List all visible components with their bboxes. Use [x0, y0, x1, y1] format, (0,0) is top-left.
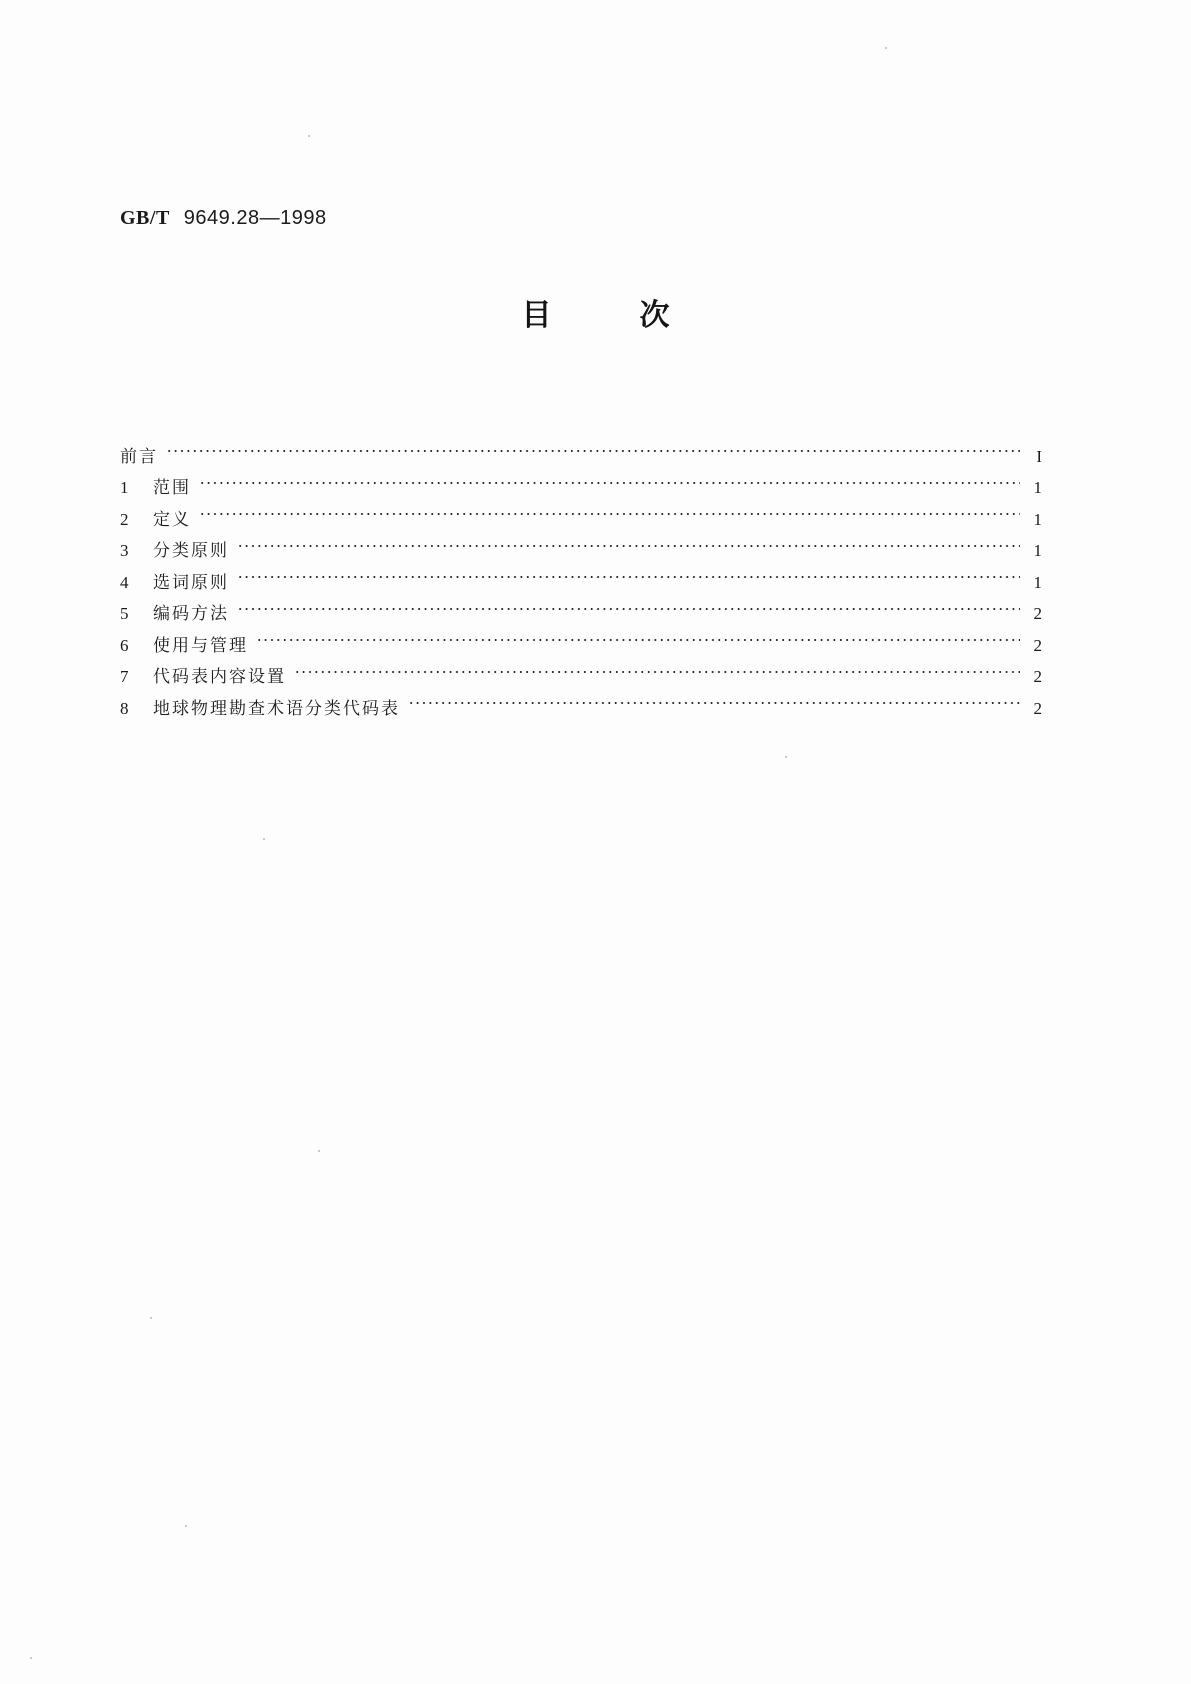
scan-speck — [308, 135, 310, 137]
toc-entry-number: 8 — [120, 698, 129, 718]
table-of-contents — [120, 430, 1042, 719]
dot-leader — [235, 525, 1024, 557]
toc-entry-page: 2 — [1033, 667, 1042, 686]
dot-leader — [197, 462, 1024, 494]
toc-entry-code-table-content[interactable] — [120, 651, 1042, 687]
toc-entry-title: 选词原则 — [153, 572, 229, 593]
scan-speck — [185, 1525, 187, 1527]
dot-leader — [292, 651, 1024, 683]
toc-entry-title: 范围 — [153, 478, 191, 498]
toc-entry-title: 使用与管理 — [153, 635, 248, 656]
toc-entry-use-and-management[interactable] — [120, 619, 1042, 656]
dot-leader — [406, 682, 1024, 714]
toc-entry-scope[interactable] — [120, 462, 1042, 498]
scan-speck — [30, 1657, 32, 1659]
scan-speck — [263, 838, 265, 840]
toc-entry-page: 1 — [1033, 478, 1042, 497]
toc-entry-definitions[interactable] — [120, 493, 1042, 530]
toc-entry-page: 1 — [1033, 509, 1042, 529]
standard-prefix: GB/T — [120, 207, 170, 229]
toc-entry-title: 前言 — [120, 446, 158, 467]
toc-entry-number: 2 — [120, 509, 129, 529]
toc-entry-foreword[interactable] — [120, 430, 1042, 467]
standard-code — [120, 205, 327, 230]
scan-speck — [150, 1317, 152, 1319]
toc-entry-page: 1 — [1033, 541, 1042, 560]
toc-entry-number: 3 — [120, 541, 129, 560]
toc-entry-page: 2 — [1033, 635, 1042, 655]
toc-entry-title: 代码表内容设置 — [153, 667, 286, 687]
toc-entry-page: 2 — [1033, 698, 1042, 718]
scan-speck — [785, 756, 787, 758]
toc-entry-page: 1 — [1033, 572, 1042, 592]
toc-entry-number: 6 — [120, 635, 129, 655]
toc-entry-number: 4 — [120, 572, 129, 592]
toc-entry-term-selection-principles[interactable] — [120, 556, 1042, 593]
toc-entry-title: 地球物理勘查术语分类代码表 — [153, 698, 400, 719]
scan-speck — [885, 47, 887, 49]
toc-entry-coding-method[interactable] — [120, 588, 1042, 624]
toc-entry-title: 定义 — [153, 509, 191, 530]
standard-number: 9649.28—1998 — [183, 207, 327, 229]
toc-entry-page: I — [1036, 446, 1042, 466]
toc-entry-classification-principles[interactable] — [120, 525, 1042, 561]
toc-entry-number: 1 — [120, 478, 129, 497]
scan-speck — [318, 1150, 320, 1152]
dot-leader — [235, 588, 1024, 620]
dot-leader — [164, 430, 1024, 462]
toc-entry-title: 分类原则 — [153, 541, 229, 561]
toc-title: 目次 — [521, 298, 758, 333]
toc-entry-page: 2 — [1033, 604, 1042, 623]
toc-entry-number: 5 — [120, 604, 129, 623]
toc-entry-number: 7 — [120, 667, 129, 686]
dot-leader — [254, 619, 1024, 651]
dot-leader — [197, 493, 1024, 525]
dot-leader — [235, 556, 1024, 588]
toc-entry-title: 编码方法 — [153, 604, 229, 624]
